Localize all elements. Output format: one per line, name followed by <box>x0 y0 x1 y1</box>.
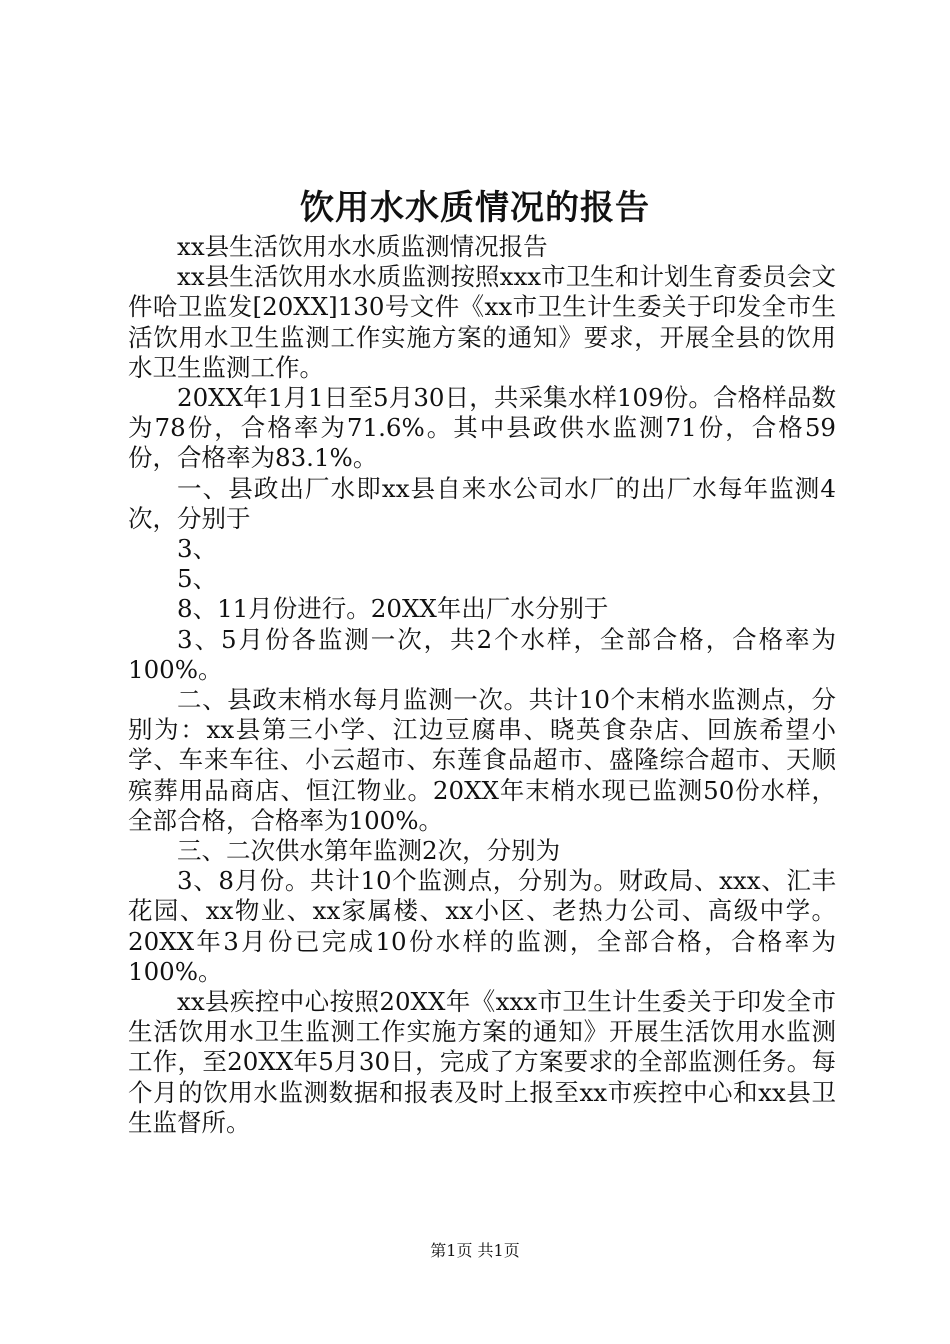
paragraph-month-3: 3、 <box>177 534 218 564</box>
paragraph-sample-stats: 20XX年1月1日至5月30日，共采集水样109份。合格样品数为78份，合格率为71.6%。其中县政供水监测71份，合格59份，合格率为83.1%。 <box>128 383 836 473</box>
paragraph-section-3-result: 3、8月份。共计10个监测点，分别为。财政局、xxx、汇丰花园、xx物业、xx家属楼、xx小区、老热力公司、高级中学。20XX年3月份已完成10份水样的监测，全部合格，合格率为100%。 <box>128 866 836 986</box>
paragraph-section-1-result: 3、5月份各监测一次，共2个水样，全部合格，合格率为100%。 <box>128 624 836 684</box>
paragraph-conclusion: xx县疾控中心按照20XX年《xxx市卫生计生委关于印发全市生活饮用水卫生监测工作实施方案的通知》开展生活饮用水监测工作，至20XX年5月30日，完成了方案要求的全部监测任务。每个月的饮用水监测数据和报表及时上报至xx市疾控中心和xx县卫生监督所。 <box>128 987 836 1137</box>
paragraph-month-5: 5、 <box>177 564 218 594</box>
document-body <box>128 232 836 1138</box>
paragraph-section-1: 一、县政出厂水即xx县自来水公司水厂的出厂水每年监测4次，分别于 <box>128 473 836 533</box>
page-footer: 第1页 共1页 <box>430 1241 520 1260</box>
document-title: 饮用水水质情况的报告 <box>300 188 650 228</box>
paragraph-month-8-11: 8、11月份进行。20XX年出厂水分别于 <box>177 594 609 624</box>
paragraph-report-heading: xx县生活饮用水水质监测情况报告 <box>177 232 548 261</box>
paragraph-basis: xx县生活饮用水水质监测按照xxx市卫生和计划生育委员会文件哈卫监发[20XX]130号文件《xx市卫生计生委关于印发全市生活饮用水卫生监测工作实施方案的通知》要求，开展全县的饮用水卫生监测工作。 <box>128 262 836 382</box>
paragraph-section-3: 三、二次供水第年监测2次，分别为 <box>177 836 561 866</box>
paragraph-section-2: 二、县政末梢水每月监测一次。共计10个末梢水监测点，分别为：xx县第三小学、江边豆腐串、晓英食杂店、回族希望小学、车来车往、小云超市、东莲食品超市、盛隆综合超市、天顺殡葬用品商店、恒江物业。20XX年末梢水现已监测50份水样，全部合格，合格率为100%。 <box>128 685 836 835</box>
